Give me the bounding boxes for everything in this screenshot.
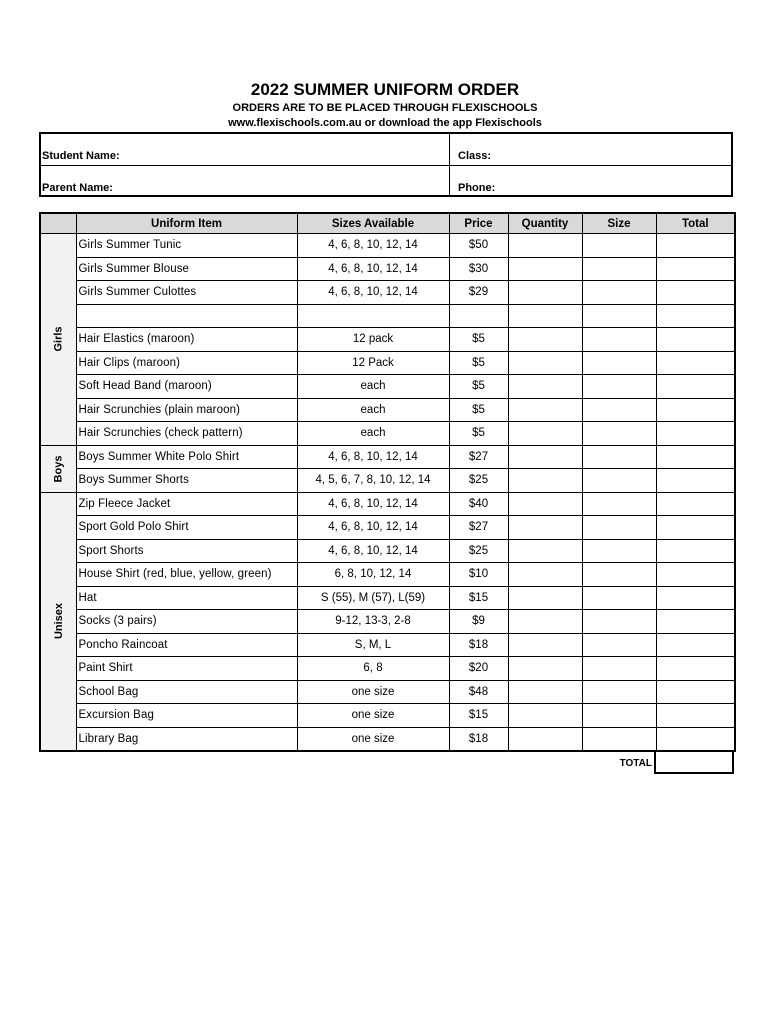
total-cell[interactable] [656,351,735,375]
divider [449,134,450,195]
table-row [40,516,735,540]
item-price: $48 [449,680,508,704]
item-price: $29 [449,281,508,305]
item-sizes: 4, 6, 8, 10, 12, 14 [297,492,449,516]
item-price: $27 [449,445,508,469]
quantity-cell[interactable] [508,398,582,422]
item-name: Library Bag [76,727,297,751]
item-name: Socks (3 pairs) [76,610,297,634]
item-price: $15 [449,704,508,728]
item-name: Hair Scrunchies (plain maroon) [76,398,297,422]
item-price: $5 [449,375,508,399]
size-cell[interactable] [582,539,656,563]
size-cell[interactable] [582,445,656,469]
item-price: $25 [449,469,508,493]
total-cell[interactable] [656,516,735,540]
item-sizes: each [297,398,449,422]
item-sizes: each [297,375,449,399]
quantity-cell[interactable] [508,727,582,751]
quantity-cell[interactable] [508,328,582,352]
item-price: $40 [449,492,508,516]
grand-total-field[interactable] [654,750,734,774]
quantity-cell[interactable] [508,539,582,563]
table-row [40,328,735,352]
item-name: Hair Clips (maroon) [76,351,297,375]
table-row [40,375,735,399]
quantity-cell[interactable] [508,610,582,634]
quantity-cell[interactable] [508,492,582,516]
item-name: Hat [76,586,297,610]
item-price: $5 [449,422,508,446]
size-cell[interactable] [582,586,656,610]
phone-label: Phone: [458,182,496,194]
quantity-cell[interactable] [508,257,582,281]
size-cell[interactable] [582,657,656,681]
item-price: $10 [449,563,508,587]
size-cell[interactable] [582,328,656,352]
quantity-cell[interactable] [508,469,582,493]
item-name: Hair Scrunchies (check pattern) [76,422,297,446]
item-price: $18 [449,633,508,657]
item-price: $20 [449,657,508,681]
item-price: $5 [449,351,508,375]
size-cell[interactable] [582,704,656,728]
item-name: Boys Summer Shorts [76,469,297,493]
quantity-cell[interactable] [508,281,582,305]
total-cell[interactable] [656,328,735,352]
table-row [40,445,735,469]
total-cell[interactable] [656,445,735,469]
total-cell[interactable] [656,704,735,728]
category-girls: Girls [40,234,76,446]
class-label: Class: [458,150,492,162]
student-info-box [39,132,733,197]
table-row [40,633,735,657]
item-sizes: 4, 6, 8, 10, 12, 14 [297,516,449,540]
item-sizes: 4, 6, 8, 10, 12, 14 [297,281,449,305]
item-price: $30 [449,257,508,281]
item-sizes: 4, 6, 8, 10, 12, 14 [297,257,449,281]
size-cell[interactable] [582,375,656,399]
order-instructions: ORDERS ARE TO BE PLACED THROUGH FLEXISCHOOLS [232,102,538,114]
table-row [40,257,735,281]
size-cell[interactable] [582,610,656,634]
item-name: School Bag [76,680,297,704]
item-price: $27 [449,516,508,540]
item-price: $9 [449,610,508,634]
header-sizes-available: Sizes Available [297,213,449,234]
table-row [40,680,735,704]
quantity-cell[interactable] [508,704,582,728]
quantity-cell[interactable] [508,680,582,704]
item-name: Excursion Bag [76,704,297,728]
item-sizes: 12 pack [297,328,449,352]
size-cell[interactable] [582,469,656,493]
size-cell[interactable] [582,351,656,375]
size-cell[interactable] [582,492,656,516]
item-price: $15 [449,586,508,610]
category-unisex: Unisex [40,492,76,751]
item-name: Sport Shorts [76,539,297,563]
student-name-label: Student Name: [42,150,120,162]
quantity-cell[interactable] [508,657,582,681]
size-cell[interactable] [582,727,656,751]
parent-name-label: Parent Name: [42,182,113,194]
quantity-cell[interactable] [508,516,582,540]
quantity-cell[interactable] [508,633,582,657]
item-sizes: 4, 6, 8, 10, 12, 14 [297,234,449,258]
item-sizes [297,304,449,328]
total-cell[interactable] [656,657,735,681]
grand-total-label: TOTAL [619,758,652,769]
item-price: $18 [449,727,508,751]
size-cell[interactable] [582,234,656,258]
quantity-cell[interactable] [508,234,582,258]
table-row [40,422,735,446]
table-row [40,234,735,258]
item-price: $25 [449,539,508,563]
item-name: Hair Elastics (maroon) [76,328,297,352]
total-cell[interactable] [656,375,735,399]
quantity-cell[interactable] [508,351,582,375]
header-quantity: Quantity [508,213,582,234]
table-row [40,704,735,728]
size-cell[interactable] [582,257,656,281]
size-cell[interactable] [582,304,656,328]
item-name: House Shirt (red, blue, yellow, green) [76,563,297,587]
item-price: $50 [449,234,508,258]
quantity-cell[interactable] [508,375,582,399]
item-sizes: one size [297,680,449,704]
total-cell[interactable] [656,398,735,422]
total-cell[interactable] [656,633,735,657]
table-row [40,586,735,610]
table-row [40,539,735,563]
total-cell[interactable] [656,234,735,258]
table-row [40,727,735,751]
item-sizes: 4, 5, 6, 7, 8, 10, 12, 14 [297,469,449,493]
item-sizes: 4, 6, 8, 10, 12, 14 [297,539,449,563]
table-row [40,351,735,375]
quantity-cell[interactable] [508,586,582,610]
item-sizes: 9-12, 13-3, 2-8 [297,610,449,634]
total-cell[interactable] [656,680,735,704]
header-size: Size [582,213,656,234]
item-sizes: one size [297,704,449,728]
item-sizes: 4, 6, 8, 10, 12, 14 [297,445,449,469]
item-sizes: 6, 8 [297,657,449,681]
item-sizes: 6, 8, 10, 12, 14 [297,563,449,587]
total-cell[interactable] [656,563,735,587]
item-name [76,304,297,328]
size-cell[interactable] [582,281,656,305]
page-title: 2022 SUMMER UNIFORM ORDER [250,80,520,99]
item-price: $5 [449,398,508,422]
uniform-order-table [39,212,736,752]
quantity-cell[interactable] [508,563,582,587]
quantity-cell[interactable] [508,422,582,446]
total-cell[interactable] [656,304,735,328]
table-row [40,469,735,493]
item-sizes: S (55), M (57), L(59) [297,586,449,610]
table-row [40,563,735,587]
item-sizes: 12 Pack [297,351,449,375]
table-row [40,657,735,681]
quantity-cell[interactable] [508,445,582,469]
item-sizes: S, M, L [297,633,449,657]
item-name: Girls Summer Culottes [76,281,297,305]
table-header-row [40,213,735,234]
total-cell[interactable] [656,539,735,563]
total-cell[interactable] [656,492,735,516]
item-name: Girls Summer Tunic [76,234,297,258]
total-cell[interactable] [656,586,735,610]
total-cell[interactable] [656,257,735,281]
total-cell[interactable] [656,281,735,305]
table-row [40,492,735,516]
item-price [449,304,508,328]
size-cell[interactable] [582,680,656,704]
item-name: Zip Fleece Jacket [76,492,297,516]
item-name: Boys Summer White Polo Shirt [76,445,297,469]
size-cell[interactable] [582,516,656,540]
size-cell[interactable] [582,633,656,657]
category-boys: Boys [40,445,76,492]
header-price: Price [449,213,508,234]
header-uniform-item: Uniform Item [76,213,297,234]
item-price: $5 [449,328,508,352]
total-cell[interactable] [656,469,735,493]
quantity-cell[interactable] [508,304,582,328]
table-row [40,304,735,328]
header-total: Total [656,213,735,234]
table-row [40,610,735,634]
size-cell[interactable] [582,563,656,587]
table-row [40,281,735,305]
total-cell[interactable] [656,610,735,634]
table-row [40,398,735,422]
total-cell[interactable] [656,422,735,446]
item-name: Sport Gold Polo Shirt [76,516,297,540]
total-cell[interactable] [656,727,735,751]
item-name: Poncho Raincoat [76,633,297,657]
item-sizes: one size [297,727,449,751]
website-line: www.flexischools.com.au or download the app Flexischools [228,117,542,129]
item-name: Paint Shirt [76,657,297,681]
item-name: Soft Head Band (maroon) [76,375,297,399]
size-cell[interactable] [582,398,656,422]
item-sizes: each [297,422,449,446]
divider [41,165,731,166]
header-blank [40,213,76,234]
size-cell[interactable] [582,422,656,446]
item-name: Girls Summer Blouse [76,257,297,281]
